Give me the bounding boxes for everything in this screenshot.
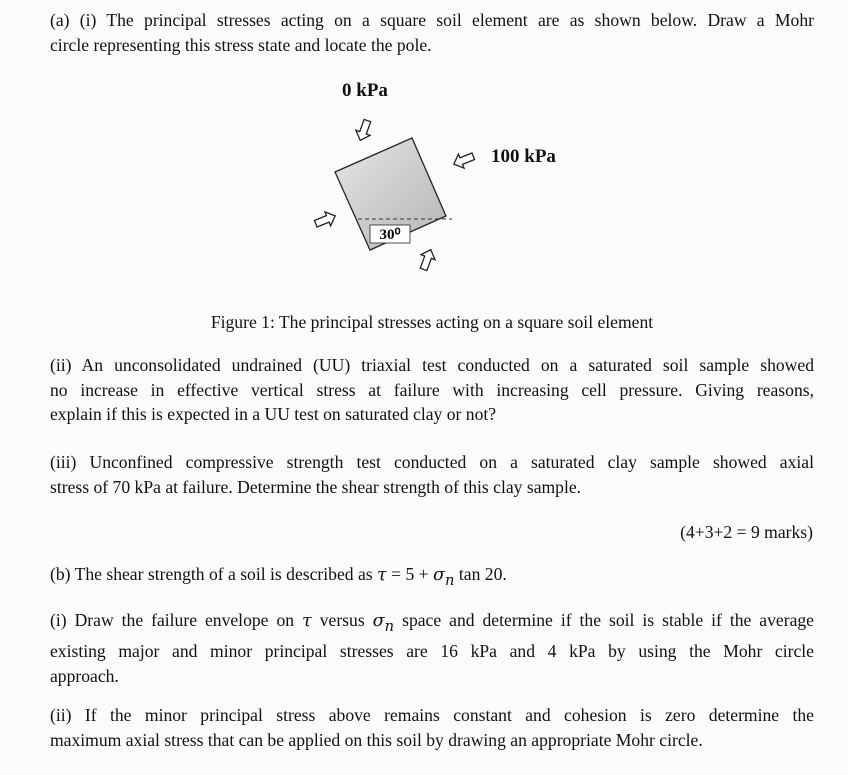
intro-text: (b) The shear strength of a soil is described as [50, 564, 378, 584]
arrow-left-icon [313, 209, 338, 231]
angle-label: 30⁰ [379, 227, 401, 243]
question-a-iii [50, 450, 814, 499]
soil-element-figure [300, 100, 500, 290]
arrow-bottom-icon [417, 247, 438, 272]
text-line: (ii) An unconsolidated undrained (UU) triaxial test conducted on a saturated soil sample showed [50, 355, 814, 375]
arrow-right-icon [451, 149, 476, 171]
caption-text: Figure 1: The principal stresses acting on a square soil element [210, 312, 654, 332]
text-line: maximum axial stress that can be applied on this soil by drawing an appropriate Mohr circle. [50, 729, 703, 750]
text-line: stress of 70 kPa at failure. Determine the shear strength of this clay sample. [50, 476, 582, 497]
sigma-subscript: n [445, 571, 455, 589]
tau-symbol: τ [302, 611, 312, 631]
text-line: (ii) If the minor principal stress above remains constant and cohesion is zero determine the [50, 705, 814, 725]
intro-tail: tan 20. [454, 564, 507, 584]
sigma-symbol: σ [372, 611, 385, 631]
question-a-i [50, 8, 814, 57]
text-line: approach. [50, 665, 119, 686]
right-stress-label: 100 kPa [491, 146, 556, 167]
text-line: (i) Draw the failure envelope on τ versus $\sigma_n$ space and determine if the soil is stable if the average [50, 610, 814, 635]
text-line: (a) (i) The principal stresses acting on a square soil element are as shown below. Draw a Mohr [50, 10, 814, 30]
sigma-symbol: σ [433, 565, 446, 585]
arrow-top-icon [353, 118, 374, 143]
marks-text: (4+3+2 = 9 marks) [680, 522, 813, 542]
sigma-subscript: n [384, 617, 395, 635]
text-line: (iii) Unconfined compressive strength test conducted on a saturated clay sample showed axial [50, 452, 814, 472]
question-a-ii [50, 353, 814, 427]
text-line: explain if this is expected in a UU test on saturated clay or not? [50, 404, 497, 424]
figure-caption [50, 310, 814, 335]
top-stress-label: 0 kPa [342, 80, 388, 101]
text-line: existing major and minor principal stresses are 16 kPa and 4 kPa by using the Mohr circle [50, 641, 814, 662]
question-b-intro [50, 562, 814, 593]
tau-symbol: τ [377, 565, 387, 585]
question-b-ii [50, 703, 814, 752]
question-b-i [50, 608, 814, 688]
marks-note [600, 520, 813, 545]
text-line: circle representing this stress state and locate the pole. [50, 34, 432, 55]
text-line: no increase in effective vertical stress at failure with increasing cell pressure. Giving reasons, [50, 379, 814, 400]
intro-eq: = 5 + [386, 564, 434, 584]
